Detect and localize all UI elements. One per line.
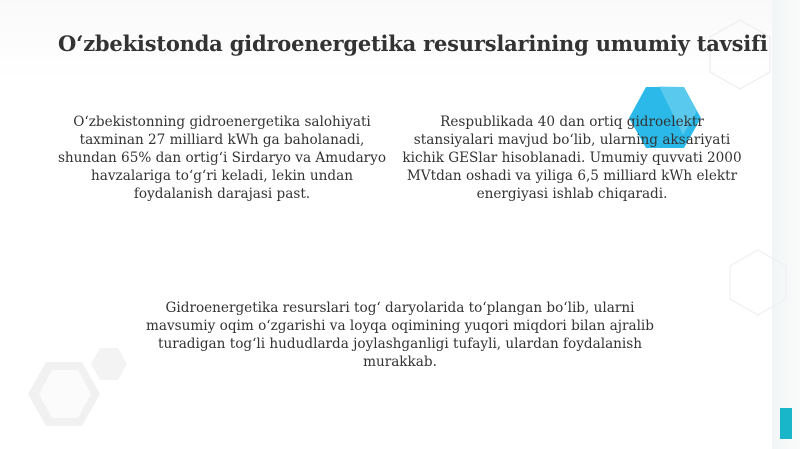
right-paragraph: Respublikada 40 dan ortiq gidroelektr stansiyalari mavjud bo‘lib, ularning aksariyati kichik GESlar hisoblanadi. Umumiy quvvati 2000 MVtdan oshadi va yiliga 6,5 milliard kWh elektr energiyasi ishlab chiqaradi. bbox=[402, 114, 742, 202]
soft-hexagon-small bbox=[91, 348, 127, 380]
accent-tab bbox=[780, 408, 792, 439]
left-paragraph: O‘zbekistonning gidroenergetika salohiyati taxminan 27 milliard kWh ga baholanadi, shundan 65% dan ortig‘i Sirdaryo va Amudaryo havzalariga to‘g‘ri keladi, lekin undan foydalanish darajasi past. bbox=[57, 114, 387, 202]
bottom-paragraph: Gidroenergetika resurslari tog‘ daryolarida to‘plangan bo‘lib, ularni mavsumiy oqim o‘zgarishi va loyqa oqimining yuqori miqdori bilan ajralib turadigan tog‘li hududlarda joylashganligi tufayli, ulardan foydalanish murakkab. bbox=[146, 300, 654, 370]
slide-title: O‘zbekistonda gidroenergetika resurslarining umumiy tavsifi bbox=[58, 31, 768, 56]
faint-hexagon-outline-mid bbox=[730, 250, 786, 315]
